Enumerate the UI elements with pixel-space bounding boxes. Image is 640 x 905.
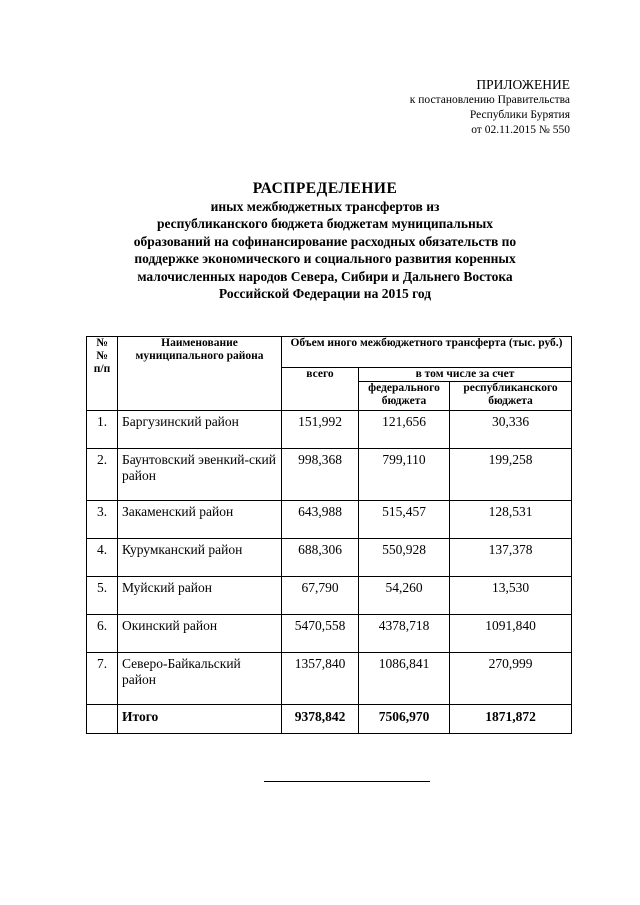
table-row bbox=[87, 577, 572, 615]
row-name: Муйский район bbox=[118, 577, 282, 615]
row-no: 4. bbox=[87, 539, 118, 577]
table-row bbox=[87, 615, 572, 653]
header-republican: республиканского бюджета bbox=[450, 382, 572, 411]
row-name: Окинский район bbox=[118, 615, 282, 653]
row-name: Северо-Байкальский район bbox=[118, 653, 282, 705]
row-no: 1. bbox=[87, 411, 118, 449]
total-sum: 9378,842 bbox=[282, 705, 359, 734]
appendix-line: Республики Бурятия bbox=[469, 109, 570, 121]
table-row bbox=[87, 411, 572, 449]
appendix-line: от 02.11.2015 № 550 bbox=[471, 124, 570, 136]
row-total: 151,992 bbox=[282, 411, 359, 449]
total-federal: 7506,970 bbox=[359, 705, 450, 734]
appendix-title: ПРИЛОЖЕНИЕ bbox=[476, 77, 570, 92]
header-no: №№ п/п bbox=[87, 337, 118, 411]
row-republican: 137,378 bbox=[450, 539, 572, 577]
total-label: Итого bbox=[118, 705, 282, 734]
table-row bbox=[87, 501, 572, 539]
row-federal: 515,457 bbox=[359, 501, 450, 539]
row-total: 67,790 bbox=[282, 577, 359, 615]
row-no: 3. bbox=[87, 501, 118, 539]
total-republican: 1871,872 bbox=[450, 705, 572, 734]
header-federal: федерального бюджета bbox=[359, 382, 450, 411]
header-volume: Объем иного межбюджетного трансферта (тыс. руб.) bbox=[282, 337, 572, 368]
row-no: 6. bbox=[87, 615, 118, 653]
row-federal: 121,656 bbox=[359, 411, 450, 449]
row-federal: 4378,718 bbox=[359, 615, 450, 653]
appendix-block bbox=[410, 77, 570, 138]
document-title bbox=[80, 180, 570, 303]
title-line: иных межбюджетных трансфертов из bbox=[210, 198, 440, 214]
row-total: 688,306 bbox=[282, 539, 359, 577]
row-total: 998,368 bbox=[282, 449, 359, 501]
distribution-table bbox=[86, 336, 572, 734]
title-line: образований на софинансирование расходных обязательств по bbox=[133, 233, 517, 249]
row-federal: 550,928 bbox=[359, 539, 450, 577]
row-no: 2. bbox=[87, 449, 118, 501]
total-row bbox=[87, 705, 572, 734]
table-row bbox=[87, 653, 572, 705]
row-federal: 799,110 bbox=[359, 449, 450, 501]
row-republican: 199,258 bbox=[450, 449, 572, 501]
row-name: Курумканский район bbox=[118, 539, 282, 577]
row-total: 643,988 bbox=[282, 501, 359, 539]
row-republican: 270,999 bbox=[450, 653, 572, 705]
header-including: в том числе за счет bbox=[359, 368, 572, 382]
title-line: поддержке экономического и социального развития коренных bbox=[134, 251, 516, 266]
row-no: 7. bbox=[87, 653, 118, 705]
title-main: РАСПРЕДЕЛЕНИЕ bbox=[252, 180, 398, 197]
row-name: Закаменский район bbox=[118, 501, 282, 539]
row-name: Баргузинский район bbox=[118, 411, 282, 449]
appendix-line: к постановлению Правительства bbox=[409, 94, 570, 106]
row-republican: 13,530 bbox=[450, 577, 572, 615]
title-line: малочисленных народов Севера, Сибири и Дальнего Востока bbox=[137, 268, 513, 284]
header-name: Наименование муниципального района bbox=[118, 337, 282, 411]
row-republican: 128,531 bbox=[450, 501, 572, 539]
table-row bbox=[87, 539, 572, 577]
row-total: 5470,558 bbox=[282, 615, 359, 653]
title-line: республиканского бюджета бюджетам муниципальных bbox=[156, 216, 494, 231]
row-total: 1357,840 bbox=[282, 653, 359, 705]
separator-line bbox=[264, 781, 430, 782]
total-no bbox=[87, 705, 118, 734]
row-no: 5. bbox=[87, 577, 118, 615]
row-federal: 1086,841 bbox=[359, 653, 450, 705]
row-republican: 1091,840 bbox=[450, 615, 572, 653]
header-total: всего bbox=[282, 368, 359, 411]
title-line: Российской Федерации на 2015 год bbox=[218, 286, 432, 301]
table-row bbox=[87, 449, 572, 501]
row-republican: 30,336 bbox=[450, 411, 572, 449]
row-name: Баунтовский эвенкий-ский район bbox=[118, 449, 282, 501]
row-federal: 54,260 bbox=[359, 577, 450, 615]
